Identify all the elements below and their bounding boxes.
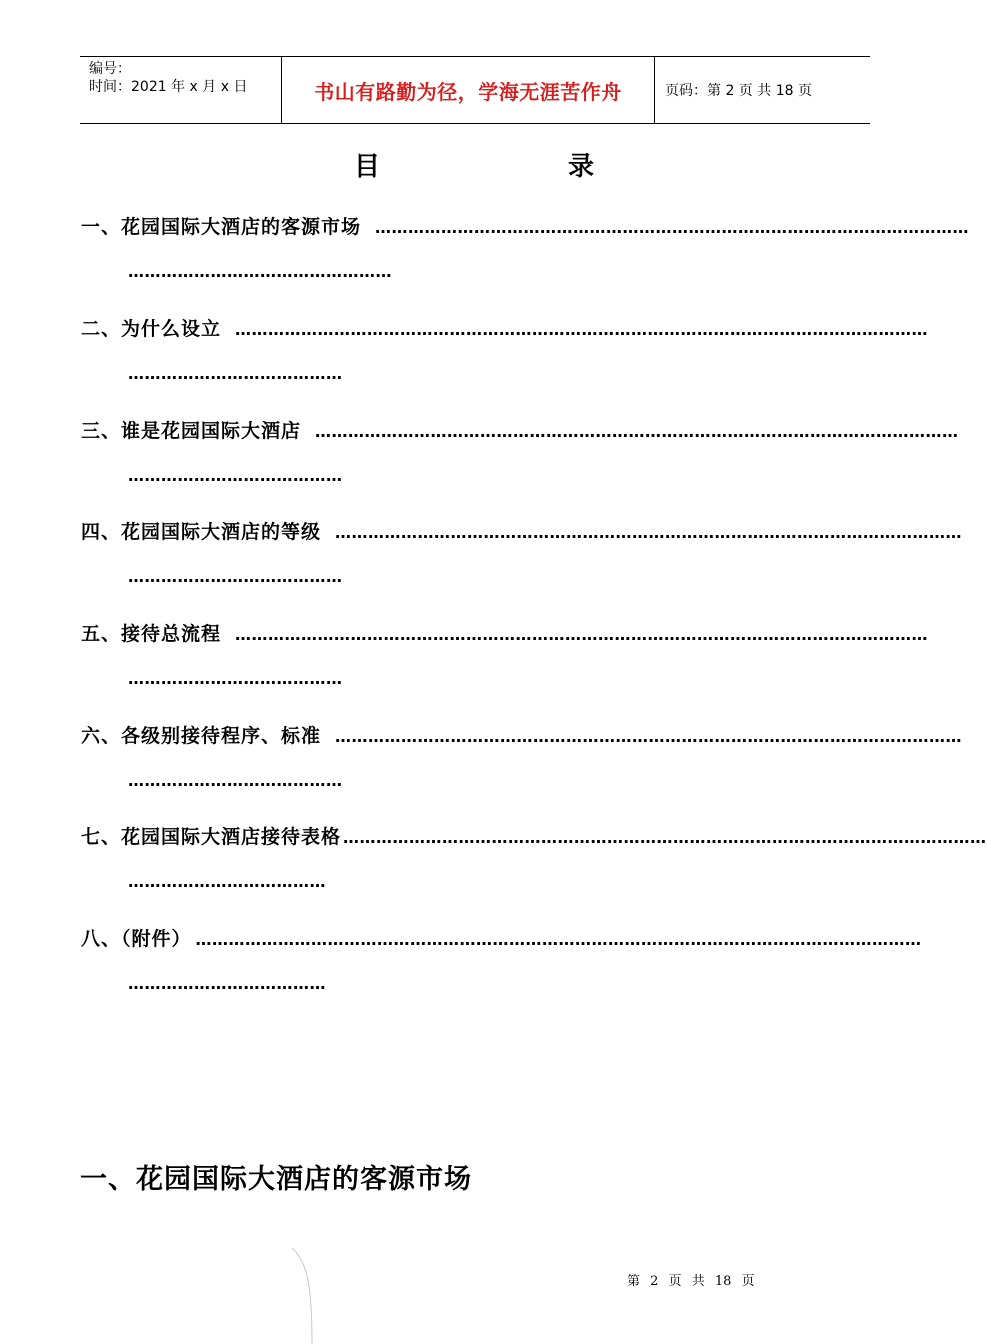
toc-item-label: 四、花园国际大酒店的等级: [81, 521, 322, 543]
toc-item-label: 二、为什么设立: [81, 318, 222, 340]
toc-leader-dots-continued: …………………………………: [128, 771, 343, 790]
section-heading: 一、花园国际大酒店的客源市场: [80, 1164, 472, 1195]
footer-page-number: [627, 1270, 761, 1289]
toc-leader-dots: ………………………………………………………………………………………………: [375, 218, 970, 237]
toc-item-label: 七、花园国际大酒店接待表格: [81, 826, 342, 848]
toc-item-label: 八、（附件）: [81, 928, 192, 950]
toc-leader-dots-continued: ………………………………: [128, 974, 326, 993]
toc-leader-dots: ………………………………………………………………………………………………………: [315, 422, 959, 441]
header-page-info: 页码：第 2 页 共 18 页: [665, 83, 812, 99]
toc-item-label: 三、谁是花园国际大酒店: [81, 420, 302, 442]
header-meta-cell: [80, 57, 282, 123]
footer-di: 第: [627, 1274, 641, 1289]
toc-item-1[interactable]: [81, 212, 970, 288]
footer-gong: 共: [691, 1274, 705, 1289]
toc-item-label: 一、花园国际大酒店的客源市场: [81, 216, 362, 238]
toc-item-5[interactable]: [81, 619, 929, 695]
toc-item-label: 六、各级别接待程序、标准: [81, 725, 322, 747]
motto-text: 书山有路勤为径，学海无涯苦作舟: [314, 79, 622, 104]
header-table: [80, 56, 870, 124]
toc-leader-dots: ……………………………………………………………………………………………………: [335, 523, 963, 542]
footer-ye: 页: [668, 1274, 682, 1289]
toc-leader-dots-continued: …………………………………: [128, 364, 343, 383]
footer-current-page: 2: [650, 1274, 659, 1289]
page-margin-curve: [290, 1248, 320, 1344]
toc-leader-dots: ………………………………………………………………………………………………………………: [235, 320, 929, 339]
toc-item-3[interactable]: [81, 416, 959, 492]
toc-title-char-1: 目: [354, 152, 381, 182]
toc-leader-dots: ……………………………………………………………………………………………………: [335, 727, 963, 746]
document-number-label: 编号：: [89, 61, 131, 77]
toc-leader-dots: ………………………………………………………………………………………………………: [343, 828, 987, 847]
document-time-label: 时间：2021 年 x 月 x 日: [89, 79, 248, 95]
toc-leader-dots-continued: …………………………………: [128, 567, 343, 586]
toc-item-7[interactable]: [81, 822, 987, 898]
header-page-cell: [655, 57, 870, 123]
toc-item-6[interactable]: [81, 721, 963, 797]
footer-ye-2: 页: [741, 1274, 755, 1289]
footer-total-pages: 18: [714, 1274, 732, 1289]
toc-item-2[interactable]: [81, 314, 929, 390]
toc-title-char-2: 录: [568, 152, 595, 182]
toc-leader-dots-continued: ………………………………: [128, 872, 326, 891]
toc-item-label: 五、接待总流程: [81, 623, 222, 645]
toc-leader-dots: ………………………………………………………………………………………………………………: [235, 625, 929, 644]
toc-leader-dots-continued: …………………………………………: [128, 262, 392, 281]
header-motto-cell: [282, 57, 655, 123]
toc-leader-dots: ……………………………………………………………………………………………………………………: [195, 930, 922, 949]
toc-item-8[interactable]: [81, 924, 922, 1000]
toc-leader-dots-continued: …………………………………: [128, 669, 343, 688]
toc-leader-dots-continued: …………………………………: [128, 466, 343, 485]
toc-item-4[interactable]: [81, 517, 963, 593]
